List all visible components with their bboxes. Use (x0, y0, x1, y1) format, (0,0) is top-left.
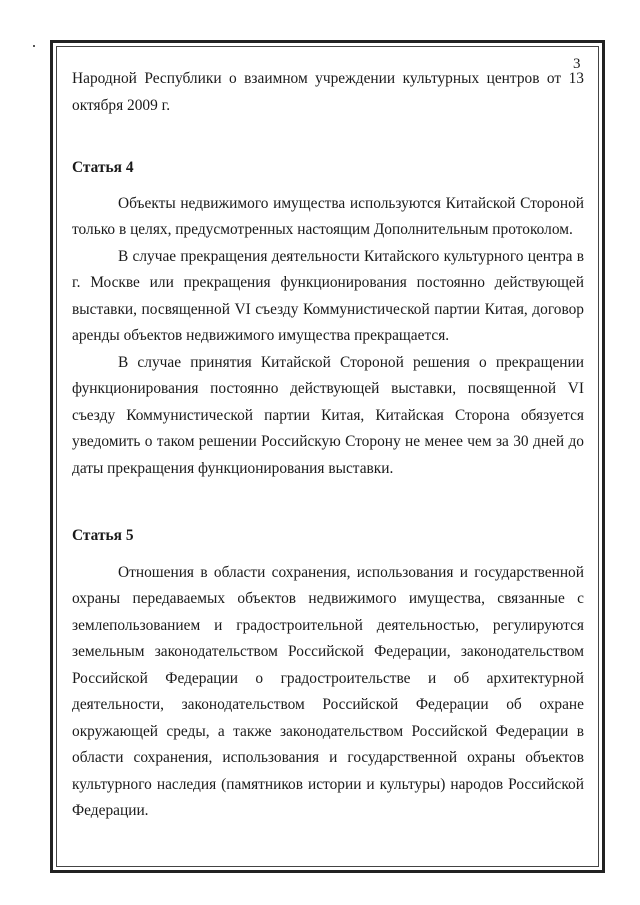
document-body (72, 66, 584, 825)
article-4-paragraph-2: В случае прекращения деятельности Китайского культурного центра в г. Москве или прекращения функционирования постоянно действующей выставки, посвященной VI съезду Коммунистической партии Китая, договор аренды объектов недвижимого имущества прекращается. (72, 247, 584, 344)
article-4-title: Статья 4 (72, 159, 134, 176)
intro-paragraph: Народной Республики о взаимном учреждении культурных центров от 13 октября 2009 г. (72, 70, 584, 114)
article-5-title: Статья 5 (72, 527, 134, 544)
page-number: 3 (573, 56, 581, 72)
scan-speck (33, 45, 35, 47)
article-4-paragraph-3: В случае принятия Китайской Стороной решения о прекращении функционирования постоянно действующей выставки, посвященной VI съезду Коммунистической партии Китая, Китайская Сторона обязуется уведомить о таком решении Российскую Сторону не менее чем за 30 дней до даты прекращения функционирования выставки. (72, 353, 584, 477)
article-5-paragraph-1: Отношения в области сохранения, использования и государственной охраны передаваемых объектов недвижимого имущества, связанные с землепользованием и градостроительной деятельностью, регулируются земельным законодательством Российской Федерации, законодательством Российской Федерации о градостроительстве и об архитектурной деятельности, законодательством Российской Федерации об охране окружающей среды, а также законодательством Российской Федерации в области сохранения, использования и государственной охраны объектов культурного наследия (памятников истории и культуры) народов Российской Федерации. (72, 563, 584, 819)
article-4-paragraph-1: Объекты недвижимого имущества используются Китайской Стороной только в целях, предусмотренных настоящим Дополнительным протоколом. (72, 194, 584, 238)
